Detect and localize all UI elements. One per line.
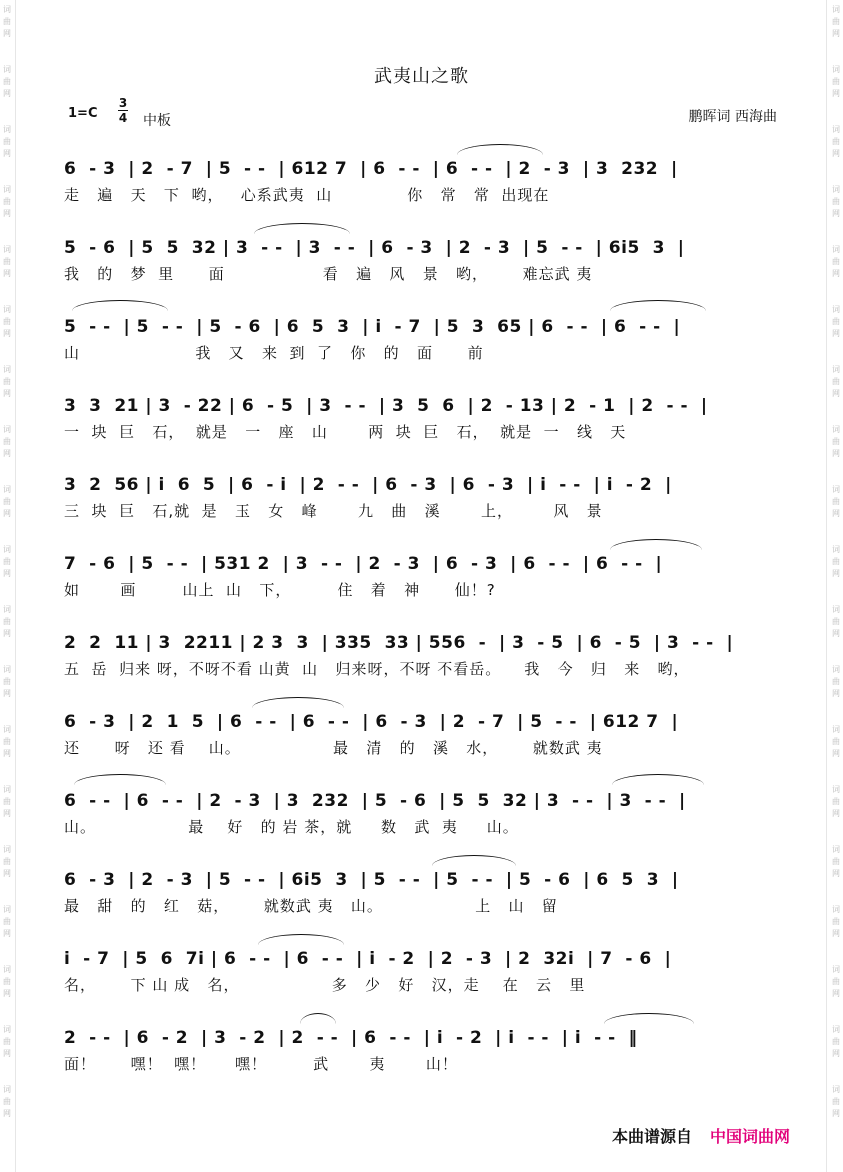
- watermark-char: 网: [3, 89, 11, 98]
- tempo-marking: 中板: [143, 113, 171, 129]
- watermark-char: 词: [3, 785, 11, 794]
- watermark-char: 曲: [3, 677, 11, 686]
- notation-line: 3 3 21 | 3 - 22 | 6 - 5 | 3 - - | 3 5 6 | 2 - 13 | 2 - 1 | 2 - - |: [64, 396, 708, 416]
- tie-slur: [258, 934, 344, 945]
- lyrics-line: 一 块 巨 石， 就是 一 座 山 两 块 巨 石， 就是 一 线 天: [64, 423, 627, 441]
- watermark-char: 词: [832, 65, 840, 74]
- notation-line: 2 - - | 6 - 2 | 3 - 2 | 2 - - | 6 - - | i - 2 | i - - | i - - ‖: [64, 1028, 638, 1048]
- watermark-char: 网: [3, 1049, 11, 1058]
- watermark-char: 曲: [832, 257, 840, 266]
- watermark-char: 曲: [832, 617, 840, 626]
- notation-line: 7 - 6 | 5 - - | 531 2 | 3 - - | 2 - 3 | 6 - 3 | 6 - - | 6 - - |: [64, 554, 663, 574]
- watermark-char: 曲: [3, 617, 11, 626]
- watermark-char: 网: [3, 149, 11, 158]
- lyrics-line: 还 呀 还 看 山。 最 清 的 溪 水， 就数武 夷: [64, 739, 603, 757]
- lyrics-line: 山。 最 好 的 岩 茶，就 数 武 夷 山。: [64, 818, 519, 836]
- watermark-char: 曲: [3, 377, 11, 386]
- tie-slur: [457, 144, 543, 155]
- notation-line: 6 - 3 | 2 - 7 | 5 - - | 612 7 | 6 - - | 6 - - | 2 - 3 | 3 232 |: [64, 159, 678, 179]
- watermark-char: 网: [832, 809, 840, 818]
- watermark-char: 曲: [3, 77, 11, 86]
- tie-slur: [252, 697, 344, 708]
- watermark-char: 词: [832, 965, 840, 974]
- notation-line: 6 - - | 6 - - | 2 - 3 | 3 232 | 5 - 6 | 5 5 32 | 3 - - | 3 - - |: [64, 791, 686, 811]
- notation-line: 3 2 56 | i 6 5 | 6 - i | 2 - - | 6 - 3 | 6 - 3 | i - - | i - 2 |: [64, 475, 672, 495]
- score-line: [64, 545, 776, 609]
- watermark-char: 网: [3, 989, 11, 998]
- watermark-char: 网: [3, 869, 11, 878]
- watermark-char: 词: [832, 725, 840, 734]
- notation-line: 6 - 3 | 2 - 3 | 5 - - | 6i5 3 | 5 - - | 5 - - | 5 - 6 | 6 5 3 |: [64, 870, 679, 890]
- watermark-char: 曲: [832, 797, 840, 806]
- watermark-char: 词: [3, 845, 11, 854]
- watermark-char: 词: [3, 305, 11, 314]
- tie-slur: [72, 300, 168, 311]
- tie-slur: [610, 539, 702, 550]
- tie-slur: [432, 855, 516, 866]
- watermark-char: 网: [832, 269, 840, 278]
- watermark-char: 网: [832, 209, 840, 218]
- tie-slur: [610, 300, 706, 311]
- watermark-char: 网: [832, 149, 840, 158]
- watermark-char: 网: [3, 929, 11, 938]
- watermark-char: 曲: [832, 197, 840, 206]
- watermark-char: 曲: [3, 917, 11, 926]
- notation-line: 5 - 6 | 5 5 32 | 3 - - | 3 - - | 6 - 3 | 2 - 3 | 5 - - | 6i5 3 |: [64, 238, 685, 258]
- source-attribution: [612, 1124, 790, 1147]
- watermark-char: 曲: [832, 317, 840, 326]
- tie-slur: [254, 223, 350, 234]
- watermark-char: 网: [3, 449, 11, 458]
- notation-line: i - 7 | 5 6 7i | 6 - - | 6 - - | i - 2 | 2 - 3 | 2 32i | 7 - 6 |: [64, 949, 672, 969]
- watermark-char: 曲: [3, 977, 11, 986]
- watermark-char: 词: [3, 1085, 11, 1094]
- watermark-char: 词: [832, 5, 840, 14]
- score-line: [64, 308, 776, 372]
- watermark-char: 网: [3, 689, 11, 698]
- lyrics-line: 如 画 山上 山 下， 住 着 神 仙！?: [64, 581, 496, 599]
- watermark-char: 词: [832, 305, 840, 314]
- watermark-char: 词: [3, 485, 11, 494]
- tie-slur: [300, 1013, 336, 1024]
- watermark-char: 曲: [832, 977, 840, 986]
- watermark-char: 词: [3, 185, 11, 194]
- lyrics-line: 我 的 梦 里 面 看 遍 风 景 哟， 难忘武 夷: [64, 265, 593, 283]
- watermark-char: 网: [832, 749, 840, 758]
- notation-line: 5 - - | 5 - - | 5 - 6 | 6 5 3 | i - 7 | 5 3 65 | 6 - - | 6 - - |: [64, 317, 681, 337]
- watermark-char: 网: [832, 929, 840, 938]
- watermark-char: 网: [3, 629, 11, 638]
- watermark-char: 网: [3, 389, 11, 398]
- source-label: 本曲谱源自: [612, 1127, 693, 1146]
- watermark-char: 网: [832, 329, 840, 338]
- watermark-char: 词: [3, 605, 11, 614]
- watermark-char: 曲: [3, 1037, 11, 1046]
- watermark-char: 词: [832, 365, 840, 374]
- watermark-char: 网: [3, 29, 11, 38]
- watermark-char: 曲: [832, 917, 840, 926]
- notation-line: 6 - 3 | 2 1 5 | 6 - - | 6 - - | 6 - 3 | 2 - 7 | 5 - - | 612 7 |: [64, 712, 679, 732]
- watermark-char: 曲: [3, 437, 11, 446]
- watermark-char: 词: [3, 125, 11, 134]
- watermark-char: 词: [832, 425, 840, 434]
- watermark-char: 网: [3, 569, 11, 578]
- tie-slur: [612, 774, 704, 785]
- lyrics-line: 山 我 又 来 到 了 你 的 面 前: [64, 344, 484, 362]
- lyrics-line: 五 岳 归来 呀，不呀不看 山黄 山 归来呀，不呀 不看岳。 我 今 归 来 哟，: [64, 660, 690, 678]
- watermark-char: 网: [3, 509, 11, 518]
- watermark-char: 曲: [3, 197, 11, 206]
- watermark-char: 曲: [832, 857, 840, 866]
- watermark-char: 网: [832, 29, 840, 38]
- score-line: [64, 229, 776, 293]
- watermark-char: 词: [3, 725, 11, 734]
- watermark-char: 词: [832, 785, 840, 794]
- song-credits: 鹏晖词 西海曲: [688, 109, 777, 125]
- score-line: [64, 703, 776, 767]
- watermark-char: 曲: [3, 797, 11, 806]
- watermark-char: 曲: [832, 497, 840, 506]
- watermark-char: 曲: [3, 137, 11, 146]
- watermark-char: 曲: [832, 17, 840, 26]
- watermark-char: 曲: [3, 257, 11, 266]
- watermark-char: 网: [832, 689, 840, 698]
- watermark-char: 网: [3, 329, 11, 338]
- watermark-char: 词: [832, 845, 840, 854]
- watermark-char: 词: [832, 1025, 840, 1034]
- watermark-char: 曲: [832, 1037, 840, 1046]
- watermark-char: 词: [832, 185, 840, 194]
- watermark-char: 曲: [832, 737, 840, 746]
- watermark-char: 网: [3, 809, 11, 818]
- lyrics-line: 三 块 巨 石,就 是 玉 女 峰 九 曲 溪 上， 风 景: [64, 502, 603, 520]
- watermark-char: 网: [832, 629, 840, 638]
- tie-slur: [604, 1013, 694, 1024]
- watermark-char: 词: [832, 125, 840, 134]
- watermark-char: 词: [832, 245, 840, 254]
- watermark-char: 网: [832, 569, 840, 578]
- watermark-char: 网: [832, 449, 840, 458]
- watermark-char: 词: [3, 65, 11, 74]
- site-brand[interactable]: 中国词曲网: [710, 1127, 791, 1146]
- watermark-char: 曲: [3, 737, 11, 746]
- watermark-char: 词: [832, 665, 840, 674]
- score-line: [64, 150, 776, 214]
- watermark-char: 网: [832, 1109, 840, 1118]
- watermark-char: 曲: [3, 857, 11, 866]
- watermark-char: 曲: [832, 137, 840, 146]
- watermark-char: 词: [3, 425, 11, 434]
- lyrics-line: 最 甜 的 红 菇， 就数武 夷 山。 上 山 留: [64, 897, 558, 915]
- score-line: [64, 624, 776, 688]
- score-line: [64, 1019, 776, 1083]
- lyrics-line: 面！ 嘿！ 嘿！ 嘿！ 武 夷 山！: [64, 1055, 458, 1073]
- watermark-char: 曲: [3, 17, 11, 26]
- lyrics-line: 走 遍 天 下 哟， 心系武夷 山 你 常 常 出现在: [64, 186, 550, 204]
- watermark-char: 曲: [832, 677, 840, 686]
- watermark-char: 网: [832, 1049, 840, 1058]
- watermark-char: 词: [3, 665, 11, 674]
- watermark-char: 曲: [3, 1097, 11, 1106]
- watermark-char: 词: [3, 1025, 11, 1034]
- watermark-char: 曲: [3, 557, 11, 566]
- watermark-char: 词: [832, 605, 840, 614]
- score-line: [64, 782, 776, 846]
- watermark-char: 网: [832, 89, 840, 98]
- watermark-char: 词: [3, 245, 11, 254]
- watermark-char: 曲: [832, 77, 840, 86]
- watermark-char: 网: [3, 269, 11, 278]
- watermark-char: 网: [3, 749, 11, 758]
- watermark-char: 网: [832, 989, 840, 998]
- watermark-char: 曲: [832, 377, 840, 386]
- watermark-char: 曲: [832, 437, 840, 446]
- watermark-char: 网: [3, 1109, 11, 1118]
- key-signature: 1=C: [68, 106, 98, 121]
- score-line: [64, 387, 776, 451]
- watermark-char: 词: [3, 5, 11, 14]
- watermark-char: 词: [832, 545, 840, 554]
- watermark-char: 词: [832, 905, 840, 914]
- lyrics-line: 名， 下 山 成 名， 多 少 好 汉，走 在 云 里: [64, 976, 586, 994]
- watermark-char: 曲: [832, 1097, 840, 1106]
- watermark-char: 网: [832, 389, 840, 398]
- watermark-char: 网: [832, 869, 840, 878]
- watermark-char: 曲: [832, 557, 840, 566]
- watermark-char: 词: [3, 905, 11, 914]
- tie-slur: [74, 774, 166, 785]
- notation-line: 2 2 11 | 3 2211 | 2 3 3 | 335 33 | 556 - | 3 - 5 | 6 - 5 | 3 - - |: [64, 633, 734, 653]
- watermark-char: 词: [832, 485, 840, 494]
- watermark-char: 曲: [3, 317, 11, 326]
- song-title: 武夷山之歌: [374, 66, 469, 87]
- watermark-char: 词: [3, 545, 11, 554]
- watermark-char: 词: [3, 365, 11, 374]
- score-line: [64, 940, 776, 1004]
- watermark-char: 词: [3, 965, 11, 974]
- meter-bottom: 4: [118, 111, 128, 125]
- meter-top: 3: [118, 96, 128, 110]
- watermark-char: 曲: [3, 497, 11, 506]
- score-line: [64, 861, 776, 925]
- watermark-char: 网: [3, 209, 11, 218]
- score-line: [64, 466, 776, 530]
- watermark-char: 词: [832, 1085, 840, 1094]
- watermark-char: 网: [832, 509, 840, 518]
